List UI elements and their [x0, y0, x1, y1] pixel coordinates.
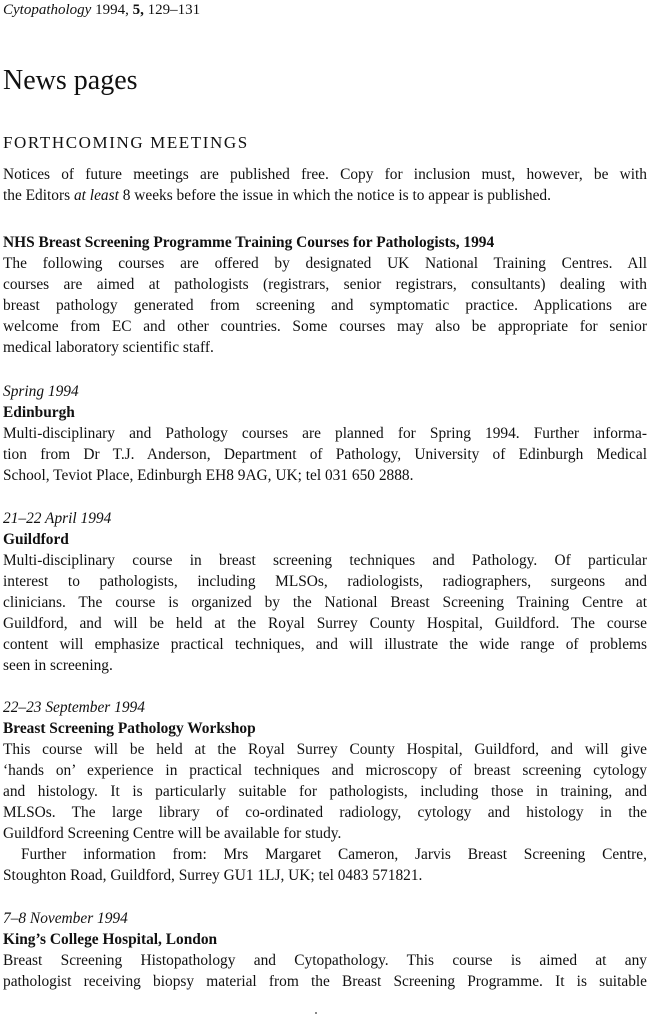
meeting-venue: Edinburgh [3, 404, 75, 421]
meeting-line-2: pathologist receiving biopsy material from the Breast Screening Programme. It is suitable [3, 973, 647, 990]
meeting-date: Spring 1994 [3, 383, 79, 400]
meeting-date: 22–23 September 1994 [3, 699, 145, 716]
further-info-line-1: Further information from: Mrs Margaret Cameron, Jarvis Breast Screening Centre, [21, 846, 647, 863]
meeting-line-5: Guildford Screening Centre will be available for study. [3, 825, 342, 842]
meeting-line-2: ‘hands on’ experience in practical techniques and microscopy of breast screening cytology [3, 762, 647, 779]
meeting-line-1: Multi-disciplinary and Pathology courses are planned for Spring 1994. Further informa- [3, 425, 647, 442]
programme-heading: NHS Breast Screening Programme Training Courses for Pathologists, 1994 [3, 234, 495, 251]
programme-line-5: medical laboratory scientific staff. [3, 339, 214, 356]
running-head [3, 1, 200, 19]
meeting-line-3: and histology. It is particularly suitable for pathologists, including those in training, and [3, 783, 647, 800]
intro-line-2-emphasis: at least [73, 187, 119, 204]
meeting-date: 7–8 November 1994 [3, 910, 128, 927]
programme-section [3, 232, 647, 358]
journal-name: Cytopathology [3, 2, 92, 18]
meeting-workshop [3, 697, 647, 886]
meeting-line-2: tion from Dr T.J. Anderson, Department of Pathology, University of Edinburgh Medical [3, 446, 647, 463]
intro-line-2 [3, 185, 647, 206]
meeting-date: 21–22 April 1994 [3, 510, 112, 527]
meeting-line-2: interest to pathologists, including MLSOs, radiologists, radiographers, surgeons and [3, 573, 647, 590]
further-info-line-2: Stoughton Road, Guildford, Surrey GU1 1LJ, UK; tel 0483 571821. [3, 867, 423, 884]
meeting-venue: King’s College Hospital, London [3, 931, 218, 948]
meeting-venue: Guildford [3, 531, 69, 548]
meeting-line-4: MLSOs. The large library of co-ordinated radiology, cytology and histology in the [3, 804, 647, 821]
page-speck [315, 1012, 317, 1014]
meeting-line-3: School, Teviot Place, Edinburgh EH8 9AG, UK; tel 031 650 2888. [3, 467, 414, 484]
meeting-line-1: Breast Screening Histopathology and Cytopathology. This course is aimed at any [3, 952, 647, 969]
meeting-kings-college [3, 908, 647, 992]
meeting-line-4: Guildford, and will be held at the Royal Surrey County Hospital, Guildford. The course [3, 615, 647, 632]
meeting-line-6: seen in screening. [3, 657, 113, 674]
meeting-line-1: This course will be held at the Royal Surrey County Hospital, Guildford, and will give [3, 741, 647, 758]
page-title: News pages [3, 65, 138, 96]
meeting-line-1: Multi-disciplinary course in breast screening techniques and Pathology. Of particular [3, 552, 647, 569]
meeting-guildford [3, 508, 647, 676]
programme-line-3: breast pathology generated from screening and symptomatic practice. Applications are [3, 297, 647, 314]
programme-line-2: courses are aimed at pathologists (registrars, senior registrars, consultants) dealing with [3, 276, 647, 293]
meeting-line-3: clinicians. The course is organized by the National Breast Screening Training Centre at [3, 594, 647, 611]
journal-volume: 5, [132, 2, 144, 18]
programme-line-1: The following courses are offered by designated UK National Training Centres. All [3, 255, 647, 272]
programme-line-4: welcome from EC and other countries. Some courses may also be appropriate for senior [3, 318, 647, 335]
section-heading: FORTHCOMING MEETINGS [3, 133, 249, 152]
meeting-venue: Breast Screening Pathology Workshop [3, 720, 256, 737]
intro-line-2-pre: the Editors [3, 187, 74, 204]
meeting-edinburgh [3, 381, 647, 486]
meeting-line-5: content will emphasize practical techniques, and will illustrate the wide range of problems [3, 636, 647, 653]
intro-paragraph [3, 164, 647, 206]
journal-year: 1994, [95, 2, 129, 18]
intro-line-1: Notices of future meetings are published free. Copy for inclusion must, however, be with [3, 166, 647, 183]
intro-line-2-post: 8 weeks before the issue in which the notice is to appear is published. [118, 187, 551, 204]
journal-pages: 129–131 [147, 2, 201, 18]
